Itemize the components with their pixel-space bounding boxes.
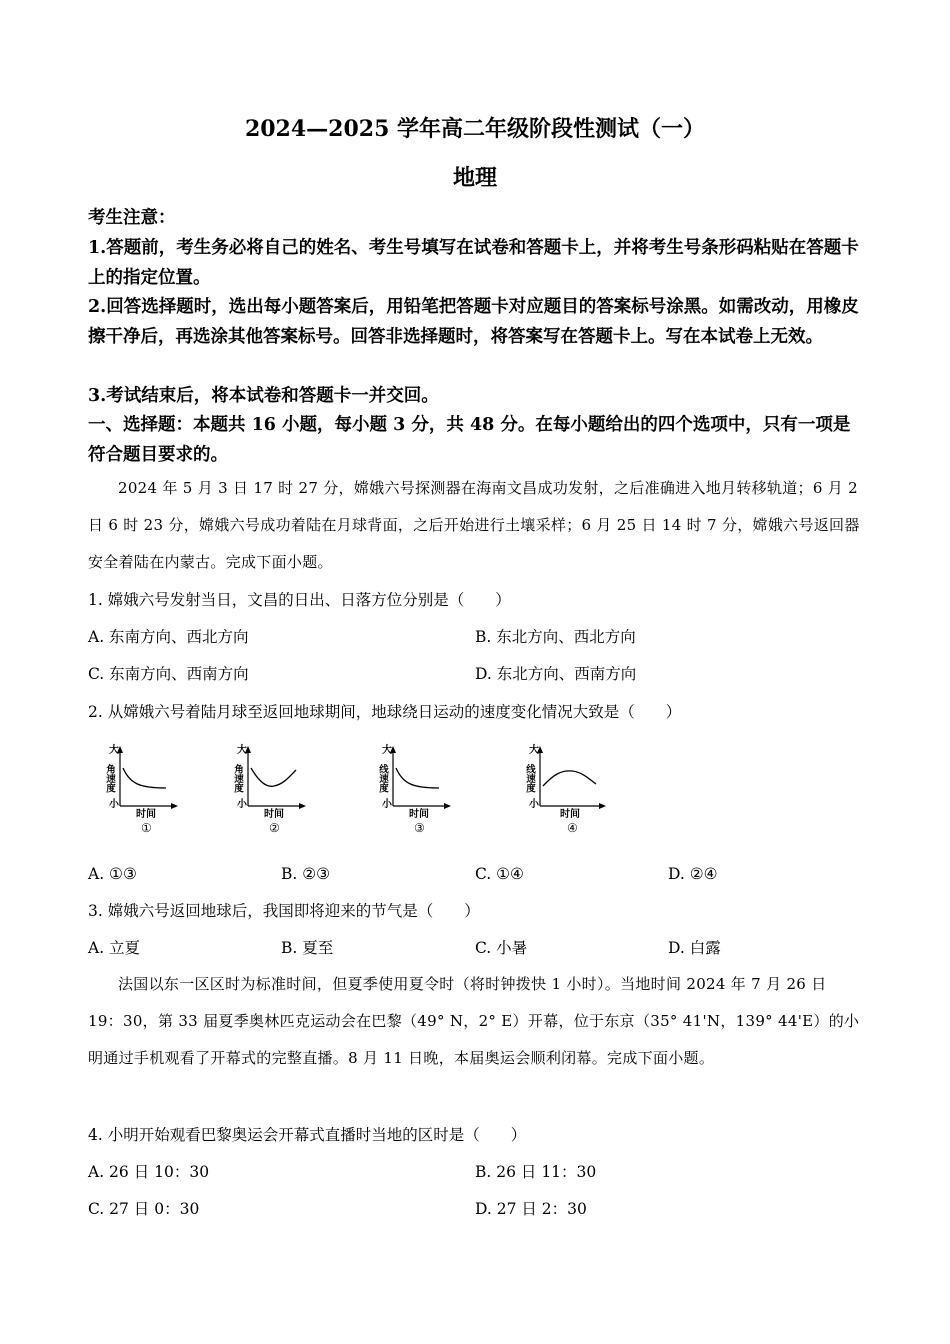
graph-4-top-label: 大 (529, 745, 539, 756)
question-3-stem: 3. 嫦娥六号返回地球后，我国即将迎来的节气是（ ） (88, 902, 480, 920)
graph-3-bottom-label: 小 (382, 799, 392, 810)
question-4-option-b: B. 26 日 11：30 (475, 1163, 597, 1181)
passage-1: 2024 年 5 月 3 日 17 时 27 分，嫦娥六号探测器在海南文昌成功发射，之后准确进入地月转移轨道；6 月 2 日 6 时 23 分，嫦娥六号成功着陆在月球背面，之后开始进行土壤采样；6 月 25 日 14 时 7 分，嫦娥六号返回器安全着陆在内蒙古。完成下面小题。 (88, 479, 860, 571)
graph-1-number: ① (141, 821, 152, 835)
question-2-option-a: A. ①③ (88, 865, 137, 883)
question-2-option-c: C. ①④ (475, 865, 524, 883)
question-1-option-c: C. 东南方向、西南方向 (88, 665, 249, 683)
notice-item-2: 2.回答选择题时，选出每小题答案后，用铅笔把答题卡对应题目的答案标号涂黑。如需改动，用橡皮擦干净后，再选涂其他答案标号。回答非选择题时，将答案写在答题卡上。写在本试卷上无效。 (88, 297, 859, 347)
graph-3-y-label: 线速度 (377, 764, 388, 793)
graph-3-x-label: 时间 (409, 809, 429, 820)
graph-3-number: ③ (414, 821, 425, 835)
graph-4-y-label: 线速度 (524, 764, 535, 793)
question-4-option-a: A. 26 日 10：30 (88, 1163, 210, 1181)
graph-2-x-label: 时间 (264, 809, 284, 820)
graph-4-x-label: 时间 (560, 809, 580, 820)
question-3-option-c: C. 小暑 (475, 939, 528, 957)
notice-item-3: 3.考试结束后，将本试卷和答题卡一并交回。 (88, 386, 439, 406)
graph-1-y-label: 角速度 (104, 764, 115, 793)
graph-2-top-label: 大 (237, 745, 247, 756)
exam-title: 2024—2025 学年高二年级阶段性测试（一） (244, 116, 706, 142)
question-2-stem: 2. 从嫦娥六号着陆月球至返回地球期间，地球绕日运动的速度变化情况大致是（ ） (88, 703, 682, 721)
notice-item-1: 1.答题前，考生务必将自己的姓名、考生号填写在试卷和答题卡上，并将考生号条形码粘贴在答题卡上的指定位置。 (88, 238, 859, 288)
graph-3-curve (396, 768, 439, 788)
question-1-option-d: D. 东北方向、西南方向 (475, 665, 637, 683)
graph-4-bottom-label: 小 (529, 799, 539, 810)
speed-graph-2 (228, 744, 328, 844)
graph-4-curve (543, 771, 596, 786)
question-2-option-d: D. ②④ (668, 865, 718, 883)
speed-graph-3 (373, 744, 473, 844)
graph-1-top-label: 大 (109, 745, 119, 756)
question-4-stem: 4. 小明开始观看巴黎奥运会开幕式直播时当地的区时是（ ） (88, 1126, 527, 1144)
exam-subject: 地理 (452, 165, 497, 191)
graph-1-x-label: 时间 (136, 809, 156, 820)
passage-2: 法国以东一区区时为标准时间，但夏季使用夏令时（将时钟拨快 1 小时）。当地时间 2024 年 7 月 26 日 19：30，第 33 届夏季奥林匹克运动会在巴黎（49° N，2° E）开幕，位于东京（35° 41'N，139° 44'E）的小明通过手机观看了开幕式的完整直播。8 月 11 日晚，本届奥运会顺利闭幕。完成下面小题。 (88, 975, 860, 1067)
question-1-option-b: B. 东北方向、西北方向 (475, 628, 636, 646)
question-2-option-b: B. ②③ (281, 865, 331, 883)
graph-2-number: ② (269, 821, 280, 835)
graph-1-bottom-label: 小 (109, 799, 119, 810)
graph-2-y-label: 角速度 (232, 764, 243, 793)
question-1-option-a: A. 东南方向、西北方向 (88, 628, 249, 646)
question-3-option-a: A. 立夏 (88, 939, 141, 957)
graph-1-curve (123, 768, 166, 788)
graph-4-number: ④ (567, 821, 578, 835)
graph-2-curve (251, 768, 296, 786)
graph-4-svg (510, 744, 620, 844)
question-3-option-b: B. 夏至 (281, 939, 334, 957)
speed-graph-4 (510, 744, 610, 844)
graph-2-bottom-label: 小 (237, 799, 247, 810)
question-1-stem: 1. 嫦娥六号发射当日，文昌的日出、日落方位分别是（ ） (88, 591, 511, 609)
question-4-option-d: D. 27 日 2：30 (475, 1200, 587, 1218)
speed-graph-1 (100, 744, 200, 844)
graph-3-top-label: 大 (382, 745, 392, 756)
question-4-option-c: C. 27 日 0：30 (88, 1200, 200, 1218)
section-heading: 一、选择题：本题共 16 小题，每小题 3 分，共 48 分。在每小题给出的四个选项中，只有一项是符合题目要求的。 (88, 415, 851, 465)
question-3-option-d: D. 白露 (668, 939, 721, 957)
notice-heading: 考生注意： (88, 208, 176, 228)
